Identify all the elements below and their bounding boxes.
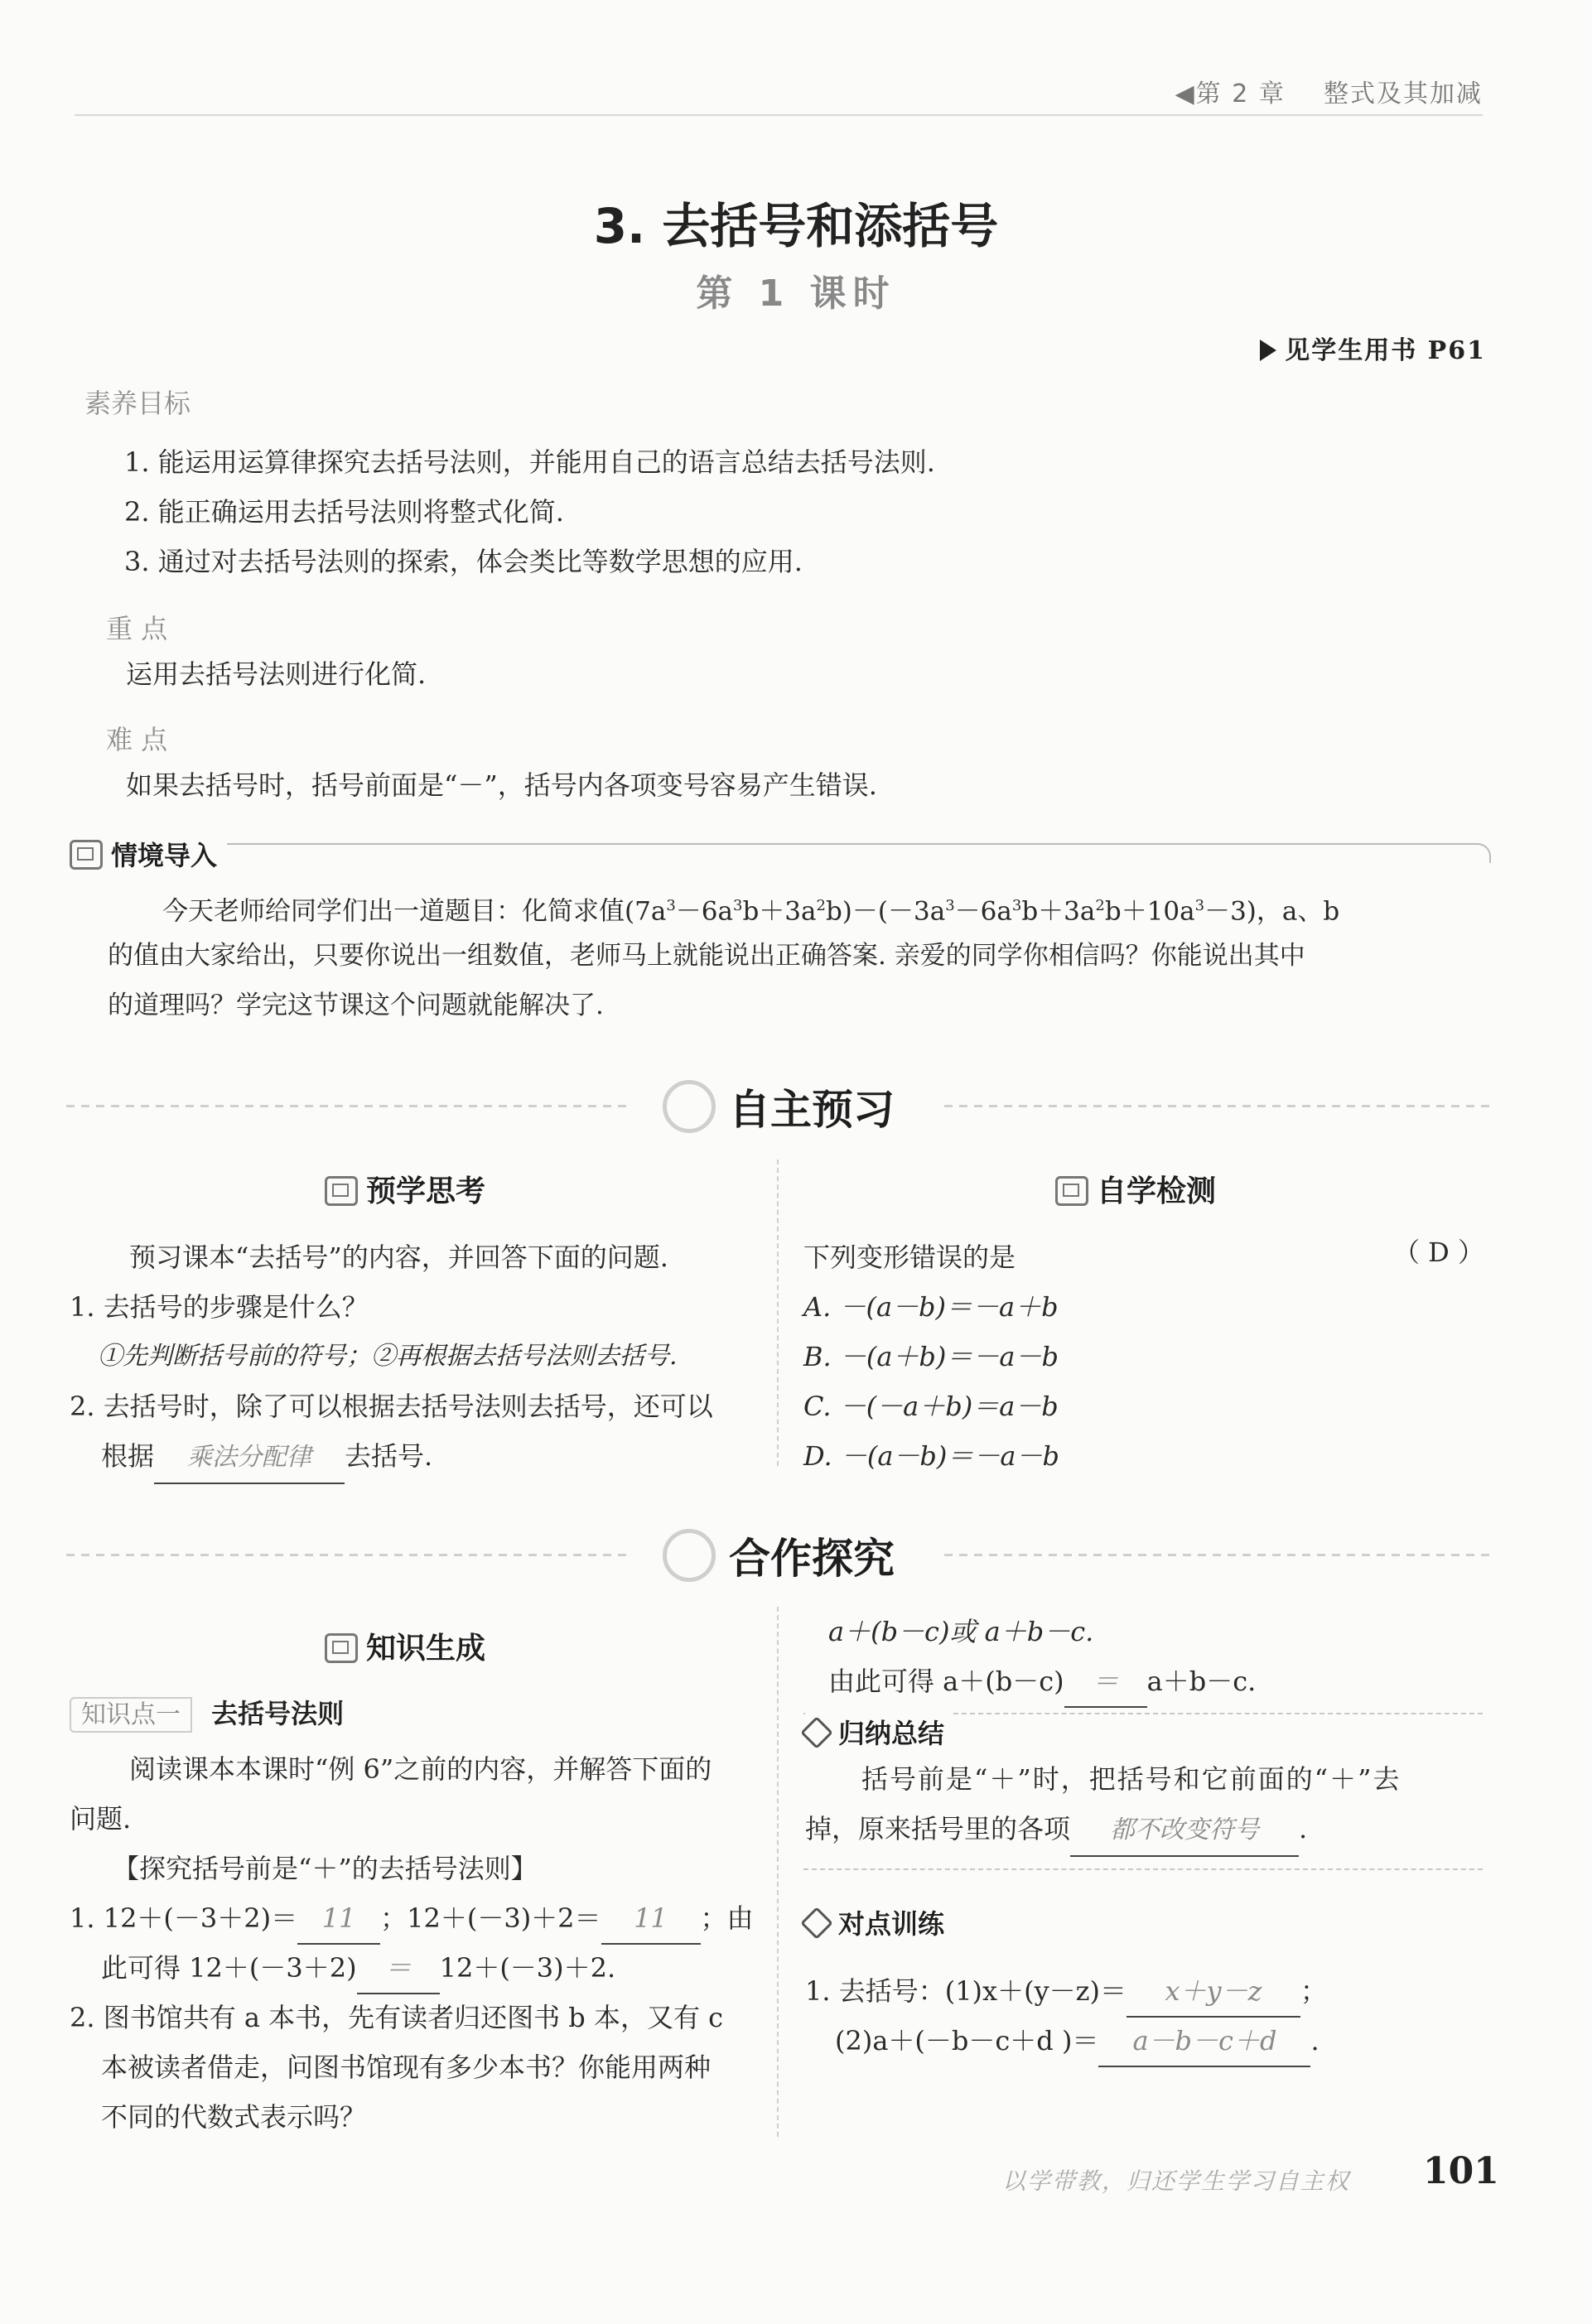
summary-heading: 归纳总结 [805,1713,953,1751]
intro-label: 情境导入 [111,840,218,871]
goal-item: 3. 通过对去括号法则的探索，体会类比等数学思想的应用. [124,546,803,577]
goal-item: 1. 能运用运算律探究去括号法则，并能用自己的语言总结去括号法则. [124,446,935,478]
practice-2-blank: a－b－c＋d [1098,2016,1310,2067]
reference-text: 见学生用书 P61 [1285,336,1486,365]
practice-2: (2)a＋(－b－c＋d )＝ a－b－c＋d . [835,2016,1319,2067]
header-divider [75,114,1483,116]
option-a: A. －(a－b)＝－a＋b [803,1291,1059,1323]
option-c: C. －(－a＋b)＝a－b [803,1391,1059,1422]
reading-instruction: 阅读课本本课时“例 6”之前的内容，并解答下面的 [129,1753,712,1785]
goal-item: 2. 能正确运用去括号法则将整式化简. [124,496,564,528]
cooperative-title: 合作探究 [729,1535,895,1583]
conclusion-blank: ＝ [1064,1656,1147,1708]
chapter-header [1175,73,1483,109]
intro-heading [70,835,227,873]
option-b: B. －(a＋b)＝－a－b [803,1341,1059,1372]
option-d: D. －(a－b)＝－a－b [803,1440,1059,1472]
summary-line-2: 掉，原来括号里的各项 都不改变符号 . [805,1804,1307,1857]
lesson-subtitle: 第 1 课时 [696,272,896,315]
summary-line-1: 括号前是“＋”时，把括号和它前面的“＋”去 [861,1763,1401,1795]
cooperative-banner [66,1526,1491,1584]
self-study-title: 自主预习 [729,1086,895,1134]
answer-2-blank: 乘法分配律 [154,1433,345,1484]
difficulty-text: 如果去括号时，括号前面是“－”，括号内各项变号容易产生错误. [126,769,877,801]
practice-1-blank: x＋y－z [1126,1966,1300,2018]
pencil-icon [800,1907,833,1940]
answer-1: ①先判断括号前的符号；②再根据去括号法则去括号. [98,1342,678,1371]
explore-heading: 【探究括号前是“＋”的去括号法则】 [113,1853,538,1884]
lesson-title: 3. 去括号和添括号 [593,198,999,254]
footer-slogan: 以学带教，归还学生学习自主权 [1002,2167,1351,2195]
exercise-2-answer: a＋(b－c)或 a＋b－c. [828,1616,1094,1647]
knowledge-point-title: 去括号法则 [211,1698,345,1729]
reading-instruction-2: 问题. [70,1803,132,1835]
exercise-1-line-2: 此可得 12＋(－3＋2) ＝ 12＋(－3)＋2. [101,1943,615,1994]
notebook-icon [325,1176,358,1206]
self-study-banner [66,1077,1491,1135]
triangle-icon [1260,340,1276,361]
goals-label: 素养目标 [84,388,191,419]
exercise-1-blank-3: ＝ [357,1943,440,1994]
question-2-line-2: 根据 乘法分配律 去括号. [101,1431,432,1484]
knowledge-point-row [70,1693,344,1731]
exercise-1-blank-2: 11 [601,1893,701,1945]
knowledge-heading: 知识生成 [325,1625,485,1667]
book-icon [325,1633,358,1663]
pre-study-heading: 预学思考 [325,1168,485,1210]
practice-heading: 对点训练 [805,1903,944,1941]
question-1: 1. 去括号的步骤是什么？ [70,1291,369,1323]
pre-study-intro: 预习课本“去括号”的内容，并回答下面的问题. [129,1242,668,1273]
chapter-number: ◀第 2 章 [1175,80,1286,108]
conclusion-line: 由此可得 a＋(b－c) ＝ a＋b－c. [828,1656,1256,1708]
chapter-title: 整式及其加减 [1324,80,1483,108]
pen-icon [800,1716,833,1749]
column-divider [777,1160,779,1466]
key-point-text: 运用去括号法则进行化简. [126,658,427,690]
key-point-label: 重 点 [106,613,168,644]
difficulty-label: 难 点 [106,724,168,755]
student-book-reference [1260,330,1486,366]
intro-icon [70,840,103,870]
intro-line-3: 的道理吗？学完这节课这个问题就能解决了. [108,991,604,1020]
exercise-1-blank-1: 11 [297,1893,380,1945]
intro-box-frame [71,843,1491,863]
page-number: 101 [1423,2150,1499,2192]
exercise-1: 1. 12＋(－3＋2)＝ 11 ；12＋(－3)＋2＝ 11 ；由 [70,1893,754,1945]
self-check-heading: 自学检测 [1055,1168,1216,1210]
column-divider [777,1607,779,2137]
intro-line-2: 的值由大家给出，只要你说出一组数值，老师马上就能说出正确答案. 亲爱的同学你相信吗？你能说出其中 [108,941,1305,971]
exercise-2-line-3: 不同的代数式表示吗？ [101,2101,367,2133]
intro-line-1: 今天老师给同学们出一道题目：化简求值$(7a^3-6a^3b+3a^2b)-(-3a^3-6a^3b+3a^2b+10a^3-3)$，a、b [162,896,1340,927]
summary-blank: 都不改变符号 [1070,1806,1299,1857]
check-icon [1055,1176,1088,1206]
exercise-2-line-2: 本被读者借走，问图书馆现有多少本书？你能用两种 [101,2052,712,2083]
self-check-answer: （ D ） [1393,1237,1485,1268]
exercise-2-line-1: 2. 图书馆共有 a 本书，先有读者归还图书 b 本，又有 c [70,2002,724,2033]
practice-1: 1. 去括号：(1)x＋(y－z)＝ x＋y－z ； [805,1966,1327,2018]
self-check-question: 下列变形错误的是 [803,1242,1016,1273]
question-2: 2. 去括号时，除了可以根据去括号法则去括号，还可以 [70,1391,713,1422]
knowledge-point-tag: 知识点一 [70,1697,192,1733]
